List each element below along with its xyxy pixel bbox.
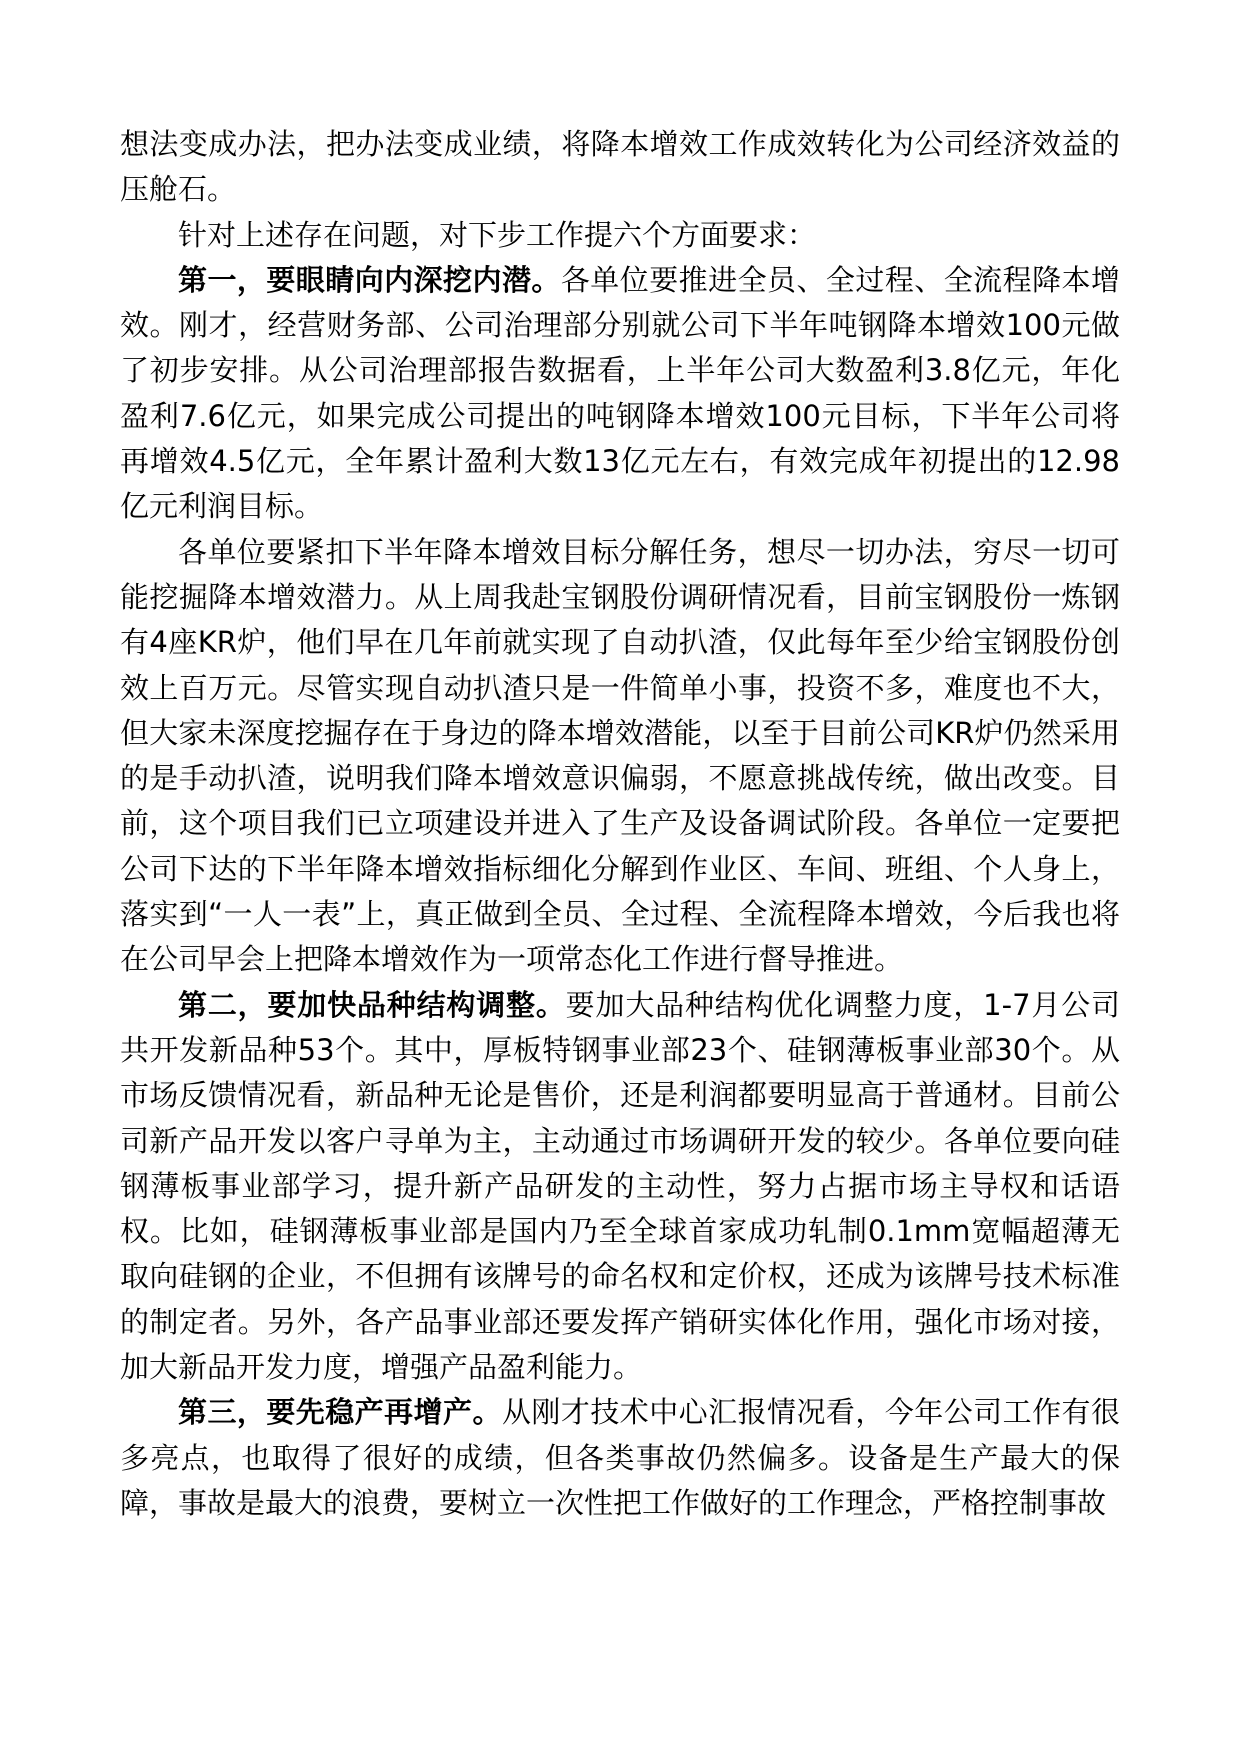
paragraph-requirement-3: [120, 1390, 1120, 1526]
paragraph-continuation: [120, 122, 1120, 213]
paragraph-text: 要加大品种结构优化调整力度，1-7月公司共开发新品种53个。其中，厚板特钢事业部23个、硅钢薄板事业部30个。从市场反馈情况看，新品种无论是售价，还是利润都要明显高于普通材。目前公司新产品开发以客户寻单为主，主动通过市场调研开发的较少。各单位要向硅钢薄板事业部学习，提升新产品研发的主动性，努力占据市场主导权和话语权。比如，硅钢薄板事业部是国内乃至全球首家成功轧制0.1mm宽幅超薄无取向硅钢的企业，不但拥有该牌号的命名权和定价权，还成为该牌号技术标准的制定者。另外，各产品事业部还要发挥产销研实体化作用，强化市场对接，加大新品开发力度，增强产品盈利能力。: [120, 987, 1120, 1385]
paragraph-heading: 第二，要加快品种结构调整。: [178, 987, 566, 1022]
paragraph-requirement-2: [120, 983, 1120, 1391]
paragraph-heading: 第三，要先稳产再增产。: [178, 1395, 502, 1430]
paragraph-text: 想法变成办法，把办法变成业绩，将降本增效工作成效转化为公司经济效益的压舱石。: [120, 127, 1120, 207]
paragraph-text: 各单位要紧扣下半年降本增效目标分解任务，想尽一切办法，穷尽一切可能挖掘降本增效潜力。从上周我赴宝钢股份调研情况看，目前宝钢股份一炼钢有4座KR炉，他们早在几年前就实现了自动扒渣，仅此每年至少给宝钢股份创效上百万元。尽管实现自动扒渣只是一件简单小事，投资不多，难度也不大，但大家未深度挖掘存在于身边的降本增效潜能，以至于目前公司KR炉仍然采用的是手动扒渣，说明我们降本增效意识偏弱，不愿意挑战传统，做出改变。目前，这个项目我们已立项建设并进入了生产及设备调试阶段。各单位一定要把公司下达的下半年降本增效指标细化分解到作业区、车间、班组、个人身上，落实到“一人一表”上，真正做到全员、全过程、全流程降本增效，今后我也将在公司早会上把降本增效作为一项常态化工作进行督导推进。: [120, 534, 1120, 977]
paragraph-requirement-1: [120, 258, 1120, 530]
paragraph-text: 针对上述存在问题，对下步工作提六个方面要求：: [178, 217, 817, 252]
paragraph-text: 各单位要推进全员、全过程、全流程降本增效。刚才，经营财务部、公司治理部分别就公司下半年吨钢降本增效100元做了初步安排。从公司治理部报告数据看，上半年公司大数盈利3.8亿元，年化盈利7.6亿元，如果完成公司提出的吨钢降本增效100元目标，下半年公司将再增效4.5亿元，全年累计盈利大数13亿元左右，有效完成年初提出的12.98亿元利润目标。: [120, 262, 1120, 524]
paragraph-text: 从刚才技术中心汇报情况看，今年公司工作有很多亮点，也取得了很好的成绩，但各类事故仍然偏多。设备是生产最大的保障，事故是最大的浪费，要树立一次性把工作做好的工作理念，严格控制事故: [120, 1395, 1120, 1520]
paragraph-intro: [120, 213, 1120, 258]
document-page: [120, 122, 1120, 1526]
paragraph-requirement-1-detail: [120, 530, 1120, 983]
paragraph-heading: 第一，要眼睛向内深挖内潜。: [178, 262, 561, 297]
